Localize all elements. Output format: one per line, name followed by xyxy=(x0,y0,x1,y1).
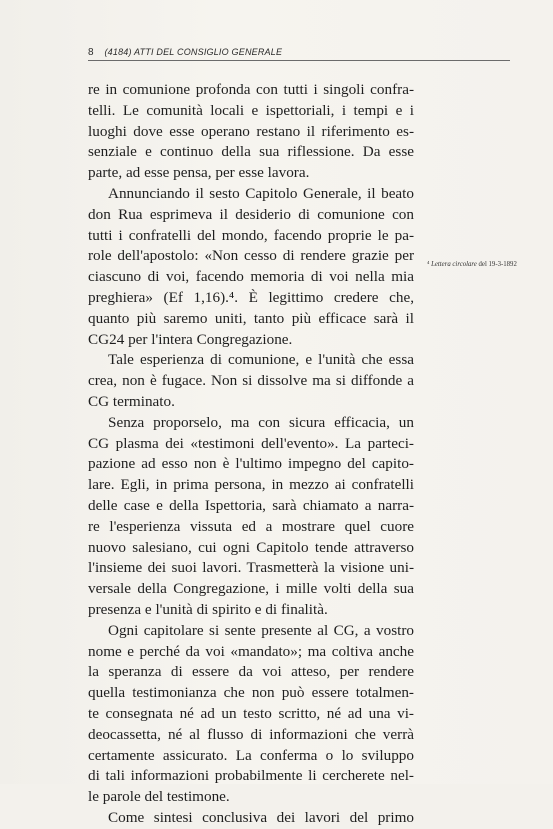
text-line: nuovo salesiano, cui ogni Capitolo tende attraverso xyxy=(88,538,414,556)
text-line: preghiera» (Ef 1,16).⁴. È legittimo credere che, xyxy=(88,288,414,306)
text-line: CG plasma dei «testimoni dell'evento». La parteci- xyxy=(88,434,414,452)
page-number: 8 xyxy=(88,47,94,58)
text-line: luoghi dove esse operano restano il riferimento es- xyxy=(88,122,414,140)
text-line: deocassetta, né al flusso di informazioni che verrà xyxy=(88,725,414,743)
text-line: role dell'apostolo: «Non cesso di rendere grazie per xyxy=(88,247,414,265)
text-line: CG24 per l'intera Congregazione. xyxy=(88,330,293,348)
running-header xyxy=(88,47,282,58)
footnote-text: del 19-3-1892 xyxy=(476,261,517,268)
text-line: re l'esperienza vissuta ed a mostrare quel cuore xyxy=(88,517,414,535)
header-rule xyxy=(88,60,510,61)
text-line: nome e perché da voi «mandato»; ma coltiva anche xyxy=(88,642,414,660)
text-line: la speranza di essere da voi atteso, per rendere xyxy=(88,663,414,681)
text-line: versale della Congregazione, i mille volti della sua xyxy=(88,580,414,598)
text-line: Ogni capitolare si sente presente al CG, a vostro xyxy=(108,621,414,639)
text-line: Annunciando il sesto Capitolo Generale, il beato xyxy=(108,184,414,202)
text-line: l'insieme dei suoi lavori. Trasmetterà la visione uni- xyxy=(88,559,414,577)
text-line: le parole del testimone. xyxy=(88,788,230,806)
text-line: telli. Le comunità locali e ispettoriali, i tempi e i xyxy=(88,101,414,119)
text-line: presenza e l'unità di spirito e di finalità. xyxy=(88,600,328,618)
text-line: parte, ad esse pensa, per esse lavora. xyxy=(88,164,310,182)
text-line: te consegnata né ad un testo scritto, né ad una vi- xyxy=(88,704,414,722)
body-text xyxy=(88,80,414,829)
text-line: don Rua esprimeva il desiderio di comunione con xyxy=(88,205,414,223)
text-line: crea, non è fugace. Non si dissolve ma si diffonde a xyxy=(88,372,414,390)
text-line: senziale e continuo della sua riflessione. Da esse xyxy=(88,143,414,161)
running-title: (4184) ATTI DEL CONSIGLIO GENERALE xyxy=(104,47,283,57)
text-line: tutti i confratelli del mondo, facendo proprie le pa- xyxy=(88,226,414,244)
text-line: quella testimonianza che non può essere totalmen- xyxy=(88,684,414,702)
text-line: ciascuno di voi, facendo memoria di voi nella mia xyxy=(88,268,414,286)
text-line: Come sintesi conclusiva dei lavori del primo xyxy=(108,808,414,826)
footnote-italic-text: Lettera circolare xyxy=(431,261,477,268)
text-line: lare. Egli, in prima persona, in mezzo ai confratelli xyxy=(88,476,414,494)
text-line: delle case e della Ispettoria, sarà chiamato a narra- xyxy=(88,496,414,514)
text-line: Tale esperienza di comunione, e l'unità che essa xyxy=(108,351,414,369)
footnote-marker: ⁴ xyxy=(427,261,430,268)
text-line: certamente assicurato. La conferma o lo sviluppo xyxy=(88,746,414,764)
footnote xyxy=(427,260,527,270)
text-line: di tali informazioni probabilmente li cercherete nel- xyxy=(88,767,414,785)
text-line: Senza proporselo, ma con sicura efficacia, un xyxy=(108,413,414,431)
text-line: CG terminato. xyxy=(88,392,175,410)
text-line: re in comunione profonda con tutti i singoli confra- xyxy=(88,81,414,98)
text-line: pazione ad esso non è l'ultimo impegno del capito- xyxy=(88,455,414,473)
text-line: quanto più saremo uniti, tanto più efficace sarà il xyxy=(88,309,414,327)
